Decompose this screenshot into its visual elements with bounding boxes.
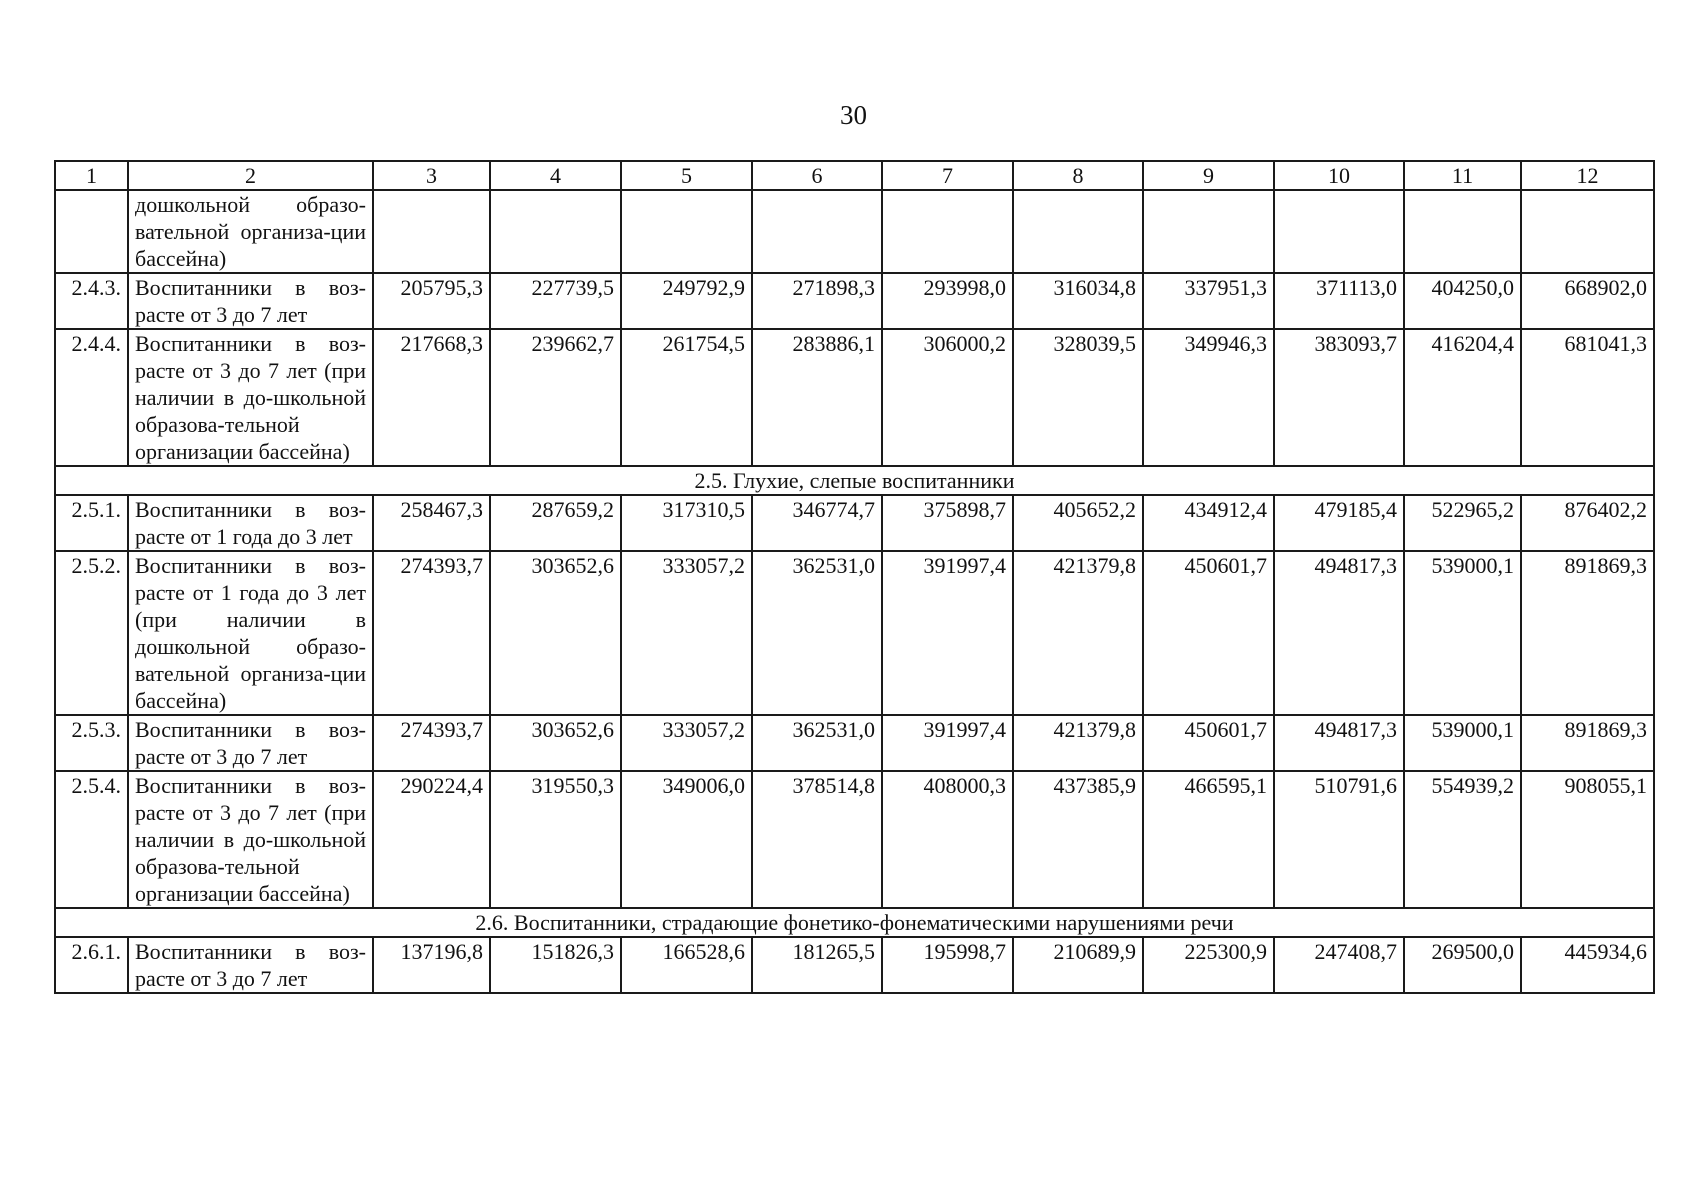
value-cell: 195998,7 [882, 937, 1013, 993]
value-cell: 421379,8 [1013, 715, 1143, 771]
value-cell: 450601,7 [1143, 715, 1274, 771]
value-cell: 437385,9 [1013, 771, 1143, 908]
row-code: 2.5.4. [55, 771, 128, 908]
value-cell: 362531,0 [752, 551, 882, 715]
row-code: 2.4.4. [55, 329, 128, 466]
value-cell: 416204,4 [1404, 329, 1521, 466]
table-row [55, 937, 1654, 993]
value-cell [1521, 190, 1654, 273]
section-row [55, 466, 1654, 495]
value-cell: 239662,7 [490, 329, 621, 466]
value-cell [373, 190, 490, 273]
value-cell: 349006,0 [621, 771, 752, 908]
value-cell: 283886,1 [752, 329, 882, 466]
table-header-row [55, 161, 1654, 190]
value-cell: 391997,4 [882, 551, 1013, 715]
value-cell: 349946,3 [1143, 329, 1274, 466]
value-cell [621, 190, 752, 273]
value-cell: 668902,0 [1521, 273, 1654, 329]
column-header-2: 2 [128, 161, 373, 190]
value-cell: 876402,2 [1521, 495, 1654, 551]
value-cell: 421379,8 [1013, 551, 1143, 715]
value-cell: 494817,3 [1274, 551, 1404, 715]
table-row [55, 190, 1654, 273]
value-cell: 287659,2 [490, 495, 621, 551]
row-description: Воспитанники в воз-расте от 3 до 7 лет (при наличии в до-школьной образова-тельной организации бассейна) [128, 771, 373, 908]
value-cell: 375898,7 [882, 495, 1013, 551]
row-description: Воспитанники в воз-расте от 3 до 7 лет [128, 273, 373, 329]
column-header-6: 6 [752, 161, 882, 190]
value-cell: 317310,5 [621, 495, 752, 551]
value-cell: 293998,0 [882, 273, 1013, 329]
value-cell: 316034,8 [1013, 273, 1143, 329]
column-header-12: 12 [1521, 161, 1654, 190]
value-cell: 227739,5 [490, 273, 621, 329]
row-code: 2.6.1. [55, 937, 128, 993]
value-cell: 908055,1 [1521, 771, 1654, 908]
value-cell: 405652,2 [1013, 495, 1143, 551]
value-cell: 303652,6 [490, 715, 621, 771]
value-cell: 205795,3 [373, 273, 490, 329]
column-header-4: 4 [490, 161, 621, 190]
row-code [55, 190, 128, 273]
value-cell [1143, 190, 1274, 273]
value-cell: 261754,5 [621, 329, 752, 466]
value-cell: 494817,3 [1274, 715, 1404, 771]
value-cell: 274393,7 [373, 551, 490, 715]
value-cell: 247408,7 [1274, 937, 1404, 993]
value-cell [1404, 190, 1521, 273]
row-description: дошкольной образо-вательной организа-ции бассейна) [128, 190, 373, 273]
value-cell: 328039,5 [1013, 329, 1143, 466]
value-cell: 306000,2 [882, 329, 1013, 466]
value-cell: 181265,5 [752, 937, 882, 993]
value-cell: 166528,6 [621, 937, 752, 993]
value-cell: 217668,3 [373, 329, 490, 466]
value-cell: 258467,3 [373, 495, 490, 551]
value-cell: 333057,2 [621, 715, 752, 771]
column-header-9: 9 [1143, 161, 1274, 190]
row-description: Воспитанники в воз-расте от 1 года до 3 лет [128, 495, 373, 551]
table-row [55, 273, 1654, 329]
value-cell: 434912,4 [1143, 495, 1274, 551]
value-cell: 346774,7 [752, 495, 882, 551]
value-cell [882, 190, 1013, 273]
data-table [54, 160, 1655, 994]
value-cell: 466595,1 [1143, 771, 1274, 908]
value-cell: 539000,1 [1404, 715, 1521, 771]
value-cell [1013, 190, 1143, 273]
value-cell: 333057,2 [621, 551, 752, 715]
value-cell: 225300,9 [1143, 937, 1274, 993]
row-description: Воспитанники в воз-расте от 1 года до 3 лет (при наличии в дошкольной образо-вательной организа-ции бассейна) [128, 551, 373, 715]
section-title: 2.6. Воспитанники, страдающие фонетико-фонематическими нарушениями речи [55, 908, 1654, 937]
row-code: 2.4.3. [55, 273, 128, 329]
value-cell: 249792,9 [621, 273, 752, 329]
value-cell: 479185,4 [1274, 495, 1404, 551]
page-number: 30 [840, 100, 867, 130]
column-header-8: 8 [1013, 161, 1143, 190]
value-cell: 371113,0 [1274, 273, 1404, 329]
column-header-5: 5 [621, 161, 752, 190]
value-cell: 681041,3 [1521, 329, 1654, 466]
table-row [55, 495, 1654, 551]
value-cell: 450601,7 [1143, 551, 1274, 715]
value-cell: 362531,0 [752, 715, 882, 771]
row-description: Воспитанники в воз-расте от 3 до 7 лет (при наличии в до-школьной образова-тельной организации бассейна) [128, 329, 373, 466]
section-title: 2.5. Глухие, слепые воспитанники [55, 466, 1654, 495]
value-cell: 891869,3 [1521, 715, 1654, 771]
value-cell [752, 190, 882, 273]
column-header-7: 7 [882, 161, 1013, 190]
column-header-10: 10 [1274, 161, 1404, 190]
column-header-11: 11 [1404, 161, 1521, 190]
row-description: Воспитанники в воз-расте от 3 до 7 лет [128, 937, 373, 993]
value-cell: 319550,3 [490, 771, 621, 908]
value-cell: 445934,6 [1521, 937, 1654, 993]
value-cell: 554939,2 [1404, 771, 1521, 908]
column-header-1: 1 [55, 161, 128, 190]
value-cell: 408000,3 [882, 771, 1013, 908]
table-row [55, 771, 1654, 908]
value-cell: 337951,3 [1143, 273, 1274, 329]
value-cell: 539000,1 [1404, 551, 1521, 715]
row-code: 2.5.3. [55, 715, 128, 771]
value-cell: 404250,0 [1404, 273, 1521, 329]
value-cell: 137196,8 [373, 937, 490, 993]
value-cell: 274393,7 [373, 715, 490, 771]
value-cell: 269500,0 [1404, 937, 1521, 993]
row-code: 2.5.2. [55, 551, 128, 715]
value-cell: 891869,3 [1521, 551, 1654, 715]
value-cell: 151826,3 [490, 937, 621, 993]
row-code: 2.5.1. [55, 495, 128, 551]
value-cell: 290224,4 [373, 771, 490, 908]
row-description: Воспитанники в воз-расте от 3 до 7 лет [128, 715, 373, 771]
value-cell [490, 190, 621, 273]
value-cell: 378514,8 [752, 771, 882, 908]
value-cell: 510791,6 [1274, 771, 1404, 908]
section-row [55, 908, 1654, 937]
value-cell: 383093,7 [1274, 329, 1404, 466]
value-cell: 391997,4 [882, 715, 1013, 771]
table-body [55, 190, 1654, 993]
value-cell: 210689,9 [1013, 937, 1143, 993]
column-header-3: 3 [373, 161, 490, 190]
value-cell: 303652,6 [490, 551, 621, 715]
table-row [55, 551, 1654, 715]
table-row [55, 329, 1654, 466]
value-cell: 522965,2 [1404, 495, 1521, 551]
value-cell [1274, 190, 1404, 273]
value-cell: 271898,3 [752, 273, 882, 329]
table-row [55, 715, 1654, 771]
